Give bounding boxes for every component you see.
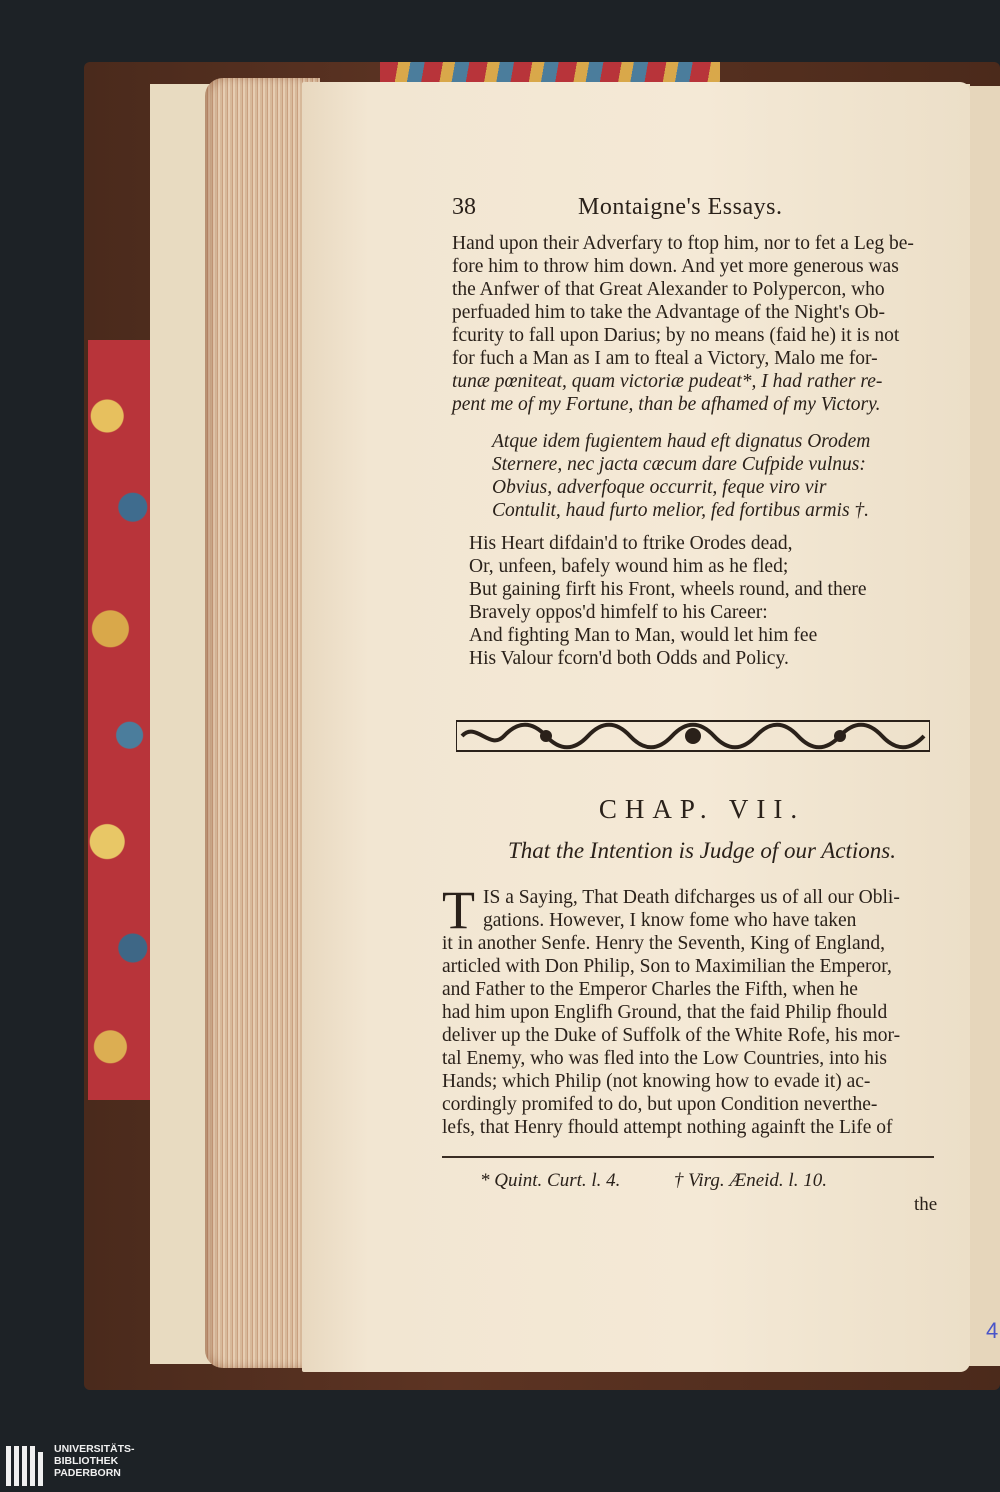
latin-verse — [492, 430, 912, 522]
text-line: perfuaded him to take the Advantage of the Night's Ob- — [452, 302, 885, 323]
text-line: lefs, that Henry fhould attempt nothing againft the Life of — [442, 1117, 893, 1138]
english-verse — [469, 532, 949, 670]
text-line: gations. However, I know fome who have taken — [483, 910, 857, 931]
text-line: cordingly promifed to do, but upon Condition neverthe- — [442, 1094, 878, 1115]
library-name-line: UNIVERSITÄTS- — [54, 1443, 135, 1455]
text-line: had him upon Englifh Ground, that the faid Philip fhould — [442, 1002, 888, 1023]
footnote-rule — [442, 1156, 934, 1158]
text-line: articled with Don Philip, Son to Maximilian the Emperor, — [442, 956, 892, 977]
verse-line: Bravely oppos'd himfelf to his Career: — [469, 602, 768, 623]
text-line: deliver up the Duke of Suffolk of the White Rofe, his mor- — [442, 1025, 901, 1046]
chapter-heading: CHAP. VII. — [598, 794, 806, 824]
text-line: fore him to throw him down. And yet more generous was — [452, 256, 899, 277]
text-line: tal Enemy, who was fled into the Low Countries, into his — [442, 1048, 888, 1069]
library-name — [54, 1443, 135, 1479]
text-line: Hand upon their Adverfary to ftop him, nor to fet a Leg be- — [452, 233, 914, 254]
text-line: for fuch a Man as I am to fteal a Victory, Malo me for- — [452, 348, 878, 369]
verse-line: Contulit, haud furto melior, fed fortibus armis †. — [492, 500, 870, 521]
library-footer — [0, 1440, 1000, 1492]
text-line: tunæ pœniteat, quam victoriæ pudeat*, I had rather re- — [452, 371, 883, 392]
library-name-line: BIBLIOTHEK — [54, 1455, 119, 1467]
footnote-virgil: † Virg. Æneid. l. 10. — [673, 1170, 827, 1191]
verse-line: Sternere, nec jacta cæcum dare Cufpide vulnus: — [492, 454, 866, 475]
text-line: and Father to the Emperor Charles the Fifth, when he — [442, 979, 858, 1000]
paragraph-opening — [452, 232, 957, 416]
library-logo-icon — [6, 1446, 48, 1486]
running-title: Montaigne's Essays. — [578, 194, 783, 220]
library-stamp: 4 — [986, 1318, 999, 1343]
verse-line: Or, unfeen, bafely wound him as he fled; — [469, 556, 789, 577]
text-line: IS a Saying, That Death difcharges us of all our Obli- — [483, 887, 900, 908]
marbled-endpaper-spine — [88, 340, 152, 1100]
paragraph-chapter — [442, 880, 947, 1139]
verse-line: His Heart difdain'd to ftrike Orodes dead, — [469, 533, 793, 554]
verse-line: But gaining firft his Front, wheels round, and there — [469, 579, 867, 600]
text-line: Hands; which Philip (not knowing how to evade it) ac- — [442, 1071, 871, 1092]
verse-line: Obvius, adverfoque occurrit, feque viro vir — [492, 477, 827, 498]
footnotes — [480, 1170, 910, 1192]
text-line: the Anfwer of that Great Alexander to Polypercon, who — [452, 279, 885, 300]
text-line: it in another Senfe. Henry the Seventh, King of England, — [442, 933, 885, 954]
drop-cap: T — [442, 880, 475, 940]
page-number: 38 — [452, 194, 476, 220]
chapter-title: That the Intention is Judge of our Actions. — [508, 838, 896, 863]
text-line: pent me of my Fortune, than be afhamed of my Victory. — [452, 394, 881, 415]
verse-line: Atque idem fugientem haud eft dignatus Orodem — [492, 431, 871, 452]
catchword: the — [914, 1194, 938, 1215]
next-page-edge — [966, 86, 1000, 1366]
verse-line: His Valour fcorn'd both Odds and Policy. — [469, 648, 789, 669]
ornamental-border-icon — [456, 717, 930, 755]
verse-line: And fighting Man to Man, would let him fee — [469, 625, 818, 646]
library-name-line: PADERBORN — [54, 1467, 121, 1479]
text-line: fcurity to fall upon Darius; by no means (faid he) it is not — [452, 325, 900, 346]
footnote-quintus: * Quint. Curt. l. 4. — [480, 1170, 621, 1191]
